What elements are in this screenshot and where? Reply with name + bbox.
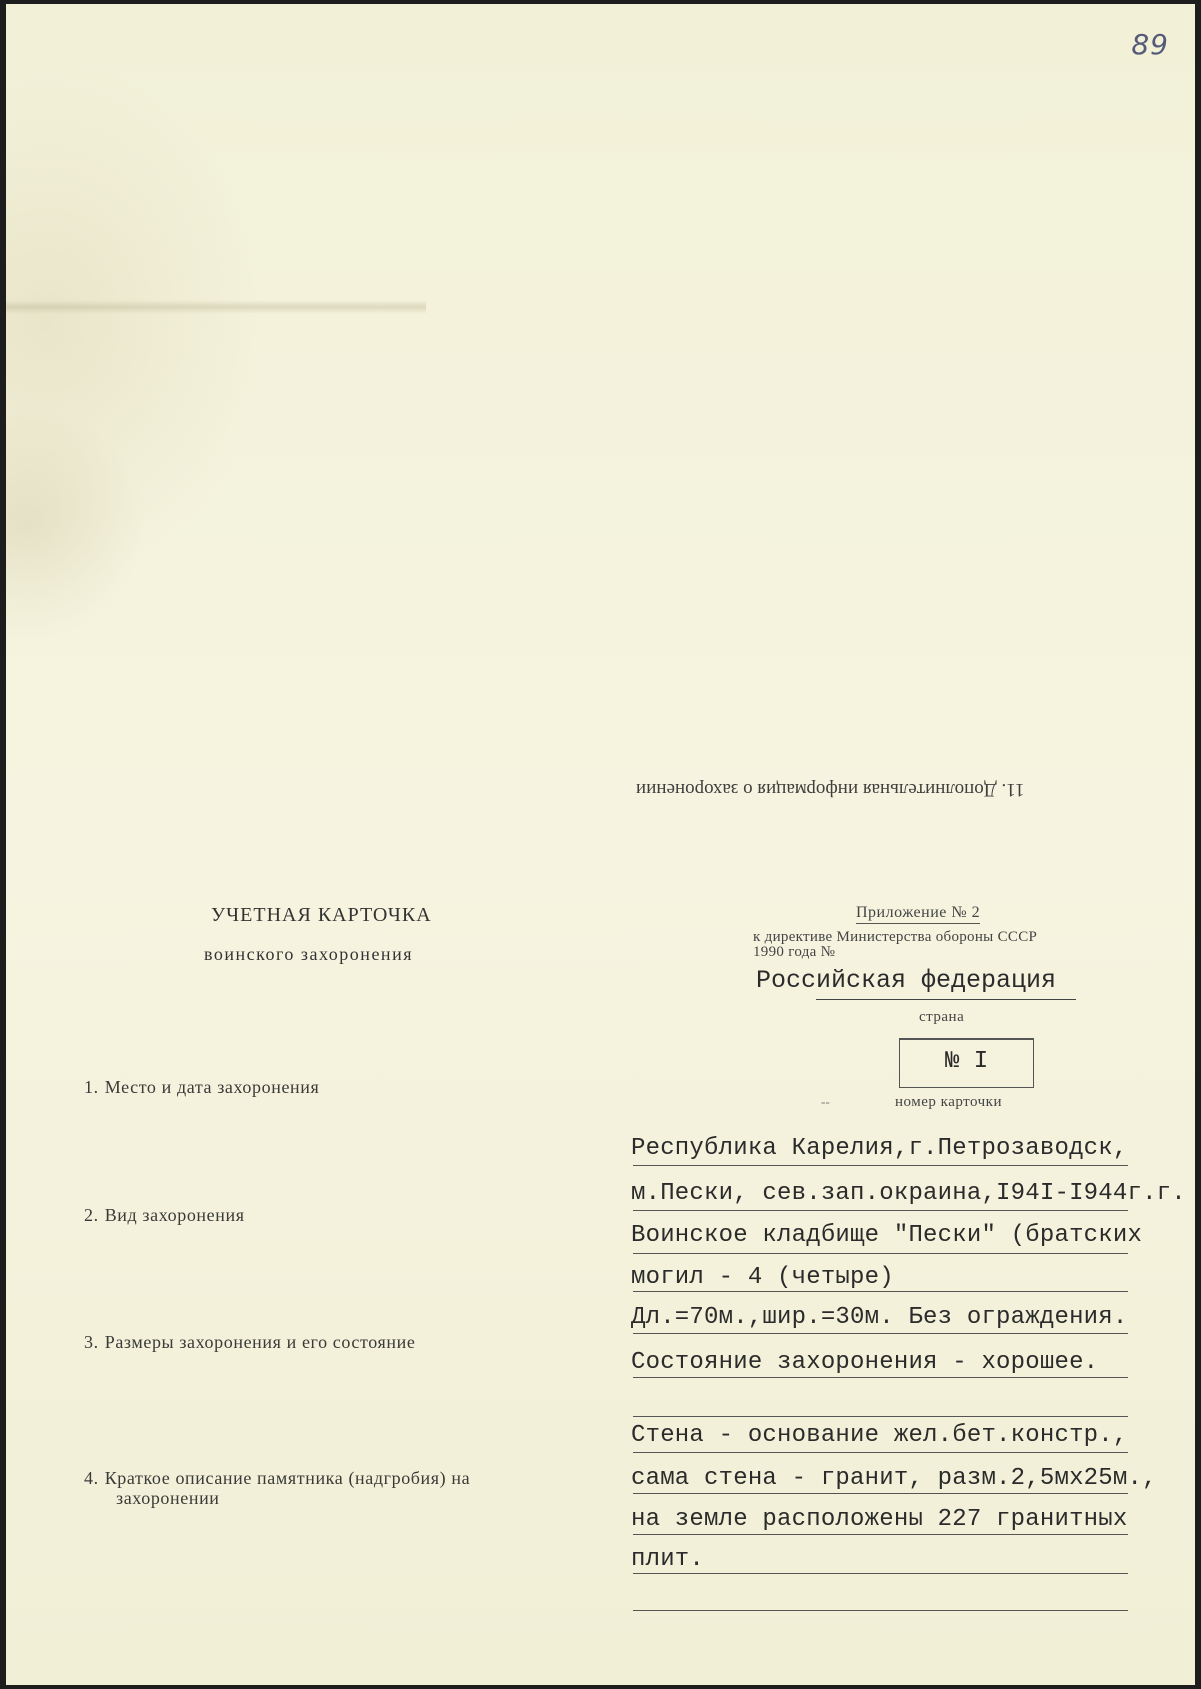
form-rule <box>633 1253 1128 1254</box>
item-2-label <box>84 1205 245 1225</box>
handwritten-page-number: 89 <box>1131 28 1169 61</box>
country-underline <box>816 999 1076 1000</box>
item-label-text: Размеры захоронения и его состояние <box>104 1332 416 1352</box>
form-rule <box>633 1165 1128 1166</box>
item-1-label <box>84 1077 319 1097</box>
item-2-value-line-1: Воинское кладбище "Пески" (братских <box>631 1222 1143 1249</box>
form-rule <box>633 1573 1128 1574</box>
card-number-value: № I <box>944 1048 989 1075</box>
card-number-caption: номер карточки <box>895 1094 1002 1110</box>
item-number: 3. <box>84 1332 99 1352</box>
directive-line-1: к директиве Министерства обороны СССР <box>753 929 1038 945</box>
item-4-value-line-1: Стена - основание жел.бет.констр., <box>631 1422 1128 1449</box>
item-number: 2. <box>84 1205 99 1225</box>
item-4-value-line-3: на земле расположены 227 гранитных <box>631 1506 1128 1533</box>
directive-line-2: 1990 года № <box>753 944 836 960</box>
item-label-text: Краткое описание памятника (надгробия) на <box>104 1468 471 1488</box>
item-4-label-line-1 <box>84 1468 604 1488</box>
form-rule <box>633 1333 1128 1334</box>
form-rule <box>633 1377 1128 1378</box>
form-rule <box>633 1452 1128 1453</box>
card-title: УЧЕТНАЯ КАРТОЧКА <box>211 904 432 926</box>
form-rule <box>633 1291 1128 1292</box>
form-rule <box>633 1534 1128 1535</box>
card-subtitle: воинского захоронения <box>204 944 413 964</box>
upside-down-section-heading: 11. Дополнительная информация о захоронении <box>636 779 1025 800</box>
card-number-box <box>899 1038 1034 1088</box>
item-3-value-line-1: Дл.=70м.,шир.=30м. Без ограждения. <box>631 1304 1128 1331</box>
directive-reference <box>753 930 1037 960</box>
form-rule <box>633 1610 1128 1611</box>
item-label-text: Вид захоронения <box>104 1205 245 1225</box>
item-4-value-line-4: плит. <box>631 1546 705 1573</box>
dash-mark: -- <box>821 1094 830 1109</box>
item-number: 1. <box>84 1077 99 1097</box>
item-label-text: Место и дата захоронения <box>104 1077 320 1097</box>
document-page <box>6 4 1195 1685</box>
item-4-label <box>84 1468 604 1508</box>
appendix-label: Приложение № 2 <box>856 904 980 924</box>
item-3-value-line-2: Состояние захоронения - хорошее. <box>631 1349 1099 1376</box>
item-number: 4. <box>84 1468 99 1488</box>
item-4-value-line-2: сама стена - гранит, разм.2,5мх25м., <box>631 1465 1157 1492</box>
item-4-label-line-2: захоронении <box>116 1488 220 1508</box>
item-2-value-line-2: могил - 4 (четыре) <box>631 1264 894 1291</box>
item-1-value-line-1: Республика Карелия,г.Петрозаводск, <box>631 1135 1128 1162</box>
form-rule <box>633 1493 1128 1494</box>
country-caption: страна <box>919 1009 965 1025</box>
item-1-value-line-2: м.Пески, сев.зап.окраина,I94I-I944г.г. <box>631 1180 1186 1207</box>
form-rule <box>633 1210 1128 1211</box>
paper-crease <box>6 300 426 314</box>
item-3-label <box>84 1332 415 1352</box>
form-rule <box>633 1416 1128 1417</box>
country-field-value: Российская федерация <box>756 966 1057 995</box>
